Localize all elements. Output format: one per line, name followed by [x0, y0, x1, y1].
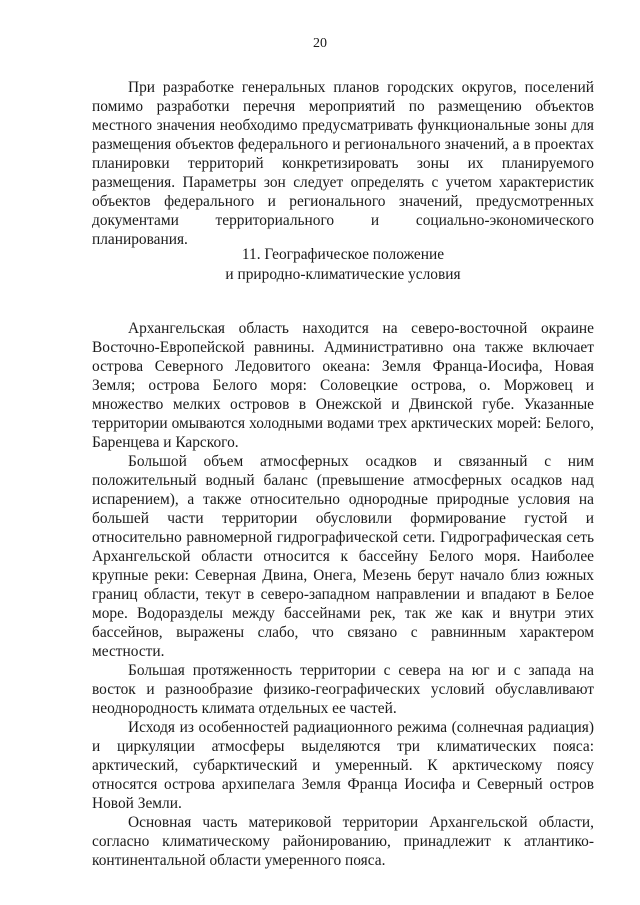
section-body [92, 319, 594, 870]
paragraph-geography: Архангельская область находится на северо-восточной окраине Восточно-Европейской равнины. Административно она также включает острова Северного Ледовитого океана: Земля Франца-Иосифа, Новая Земля; острова Белого моря: Соловецкие острова, о. Моржовец и множество мелких островов в Онежской и Двинской губе. Указанные территории омываются холодными водами трех арктических морей: Белого, Баренцева и Карского. [92, 320, 594, 451]
section-heading-line-2: и природно-климатические условия [225, 266, 461, 283]
paragraph-temperate-zone: Основная часть материковой территории Архангельской области, согласно климатическому районированию, принадлежит к атлантико-континентальной области умеренного пояса. [92, 814, 594, 869]
paragraph-climate-zones: Исходя из особенностей радиационного режима (солнечная радиация) и циркуляции атмосферы выделяются три климатических пояса: арктический, субарктический и умеренный. К арктическому поясу относятся острова архипелага Земля Франца Иосифа и Северный остров Новой Земли. [92, 719, 594, 812]
section-heading-line-1: 11. Географическое положение [241, 246, 445, 263]
page-number: 20 [313, 36, 327, 51]
paragraph-climate-variability: Большая протяженность территории с севера на юг и с запада на восток и разнообразие физико-географических условий обуславливают неоднородность климата отдельных ее частей. [92, 662, 594, 717]
section-heading [92, 245, 594, 285]
intro-text [92, 78, 594, 249]
intro-paragraph: При разработке генеральных планов городских округов, поселений помимо разработки перечня мероприятий по размещению объектов местного значения необходимо предусматривать функциональные зоны для размещения объектов федерального и регионального значений, а в проектах планировки территорий конкретизировать зоны их планируемого размещения. Параметры зон следует определять с учетом характеристик объектов федерального и регионального значений, предусмотренных документами территориального и социально-экономического планирования. [92, 79, 594, 248]
paragraph-hydrography: Большой объем атмосферных осадков и связанный с ним положительный водный баланс (превышение атмосферных осадков над испарением), а также относительно однородные природные условия на большей части территории обусловили формирование густой и относительно равномерной гидрографической сети. Гидрографическая сеть Архангельской области относится к бассейну Белого моря. Наиболее крупные реки: Северная Двина, Онега, Мезень берут начало близ южных границ области, текут в северо-западном направлении и впадают в Белое море. Водоразделы между бассейнами рек, так же как и внутри этих бассейнов, выражены слабо, что связано с равнинным характером местности. [92, 453, 594, 660]
